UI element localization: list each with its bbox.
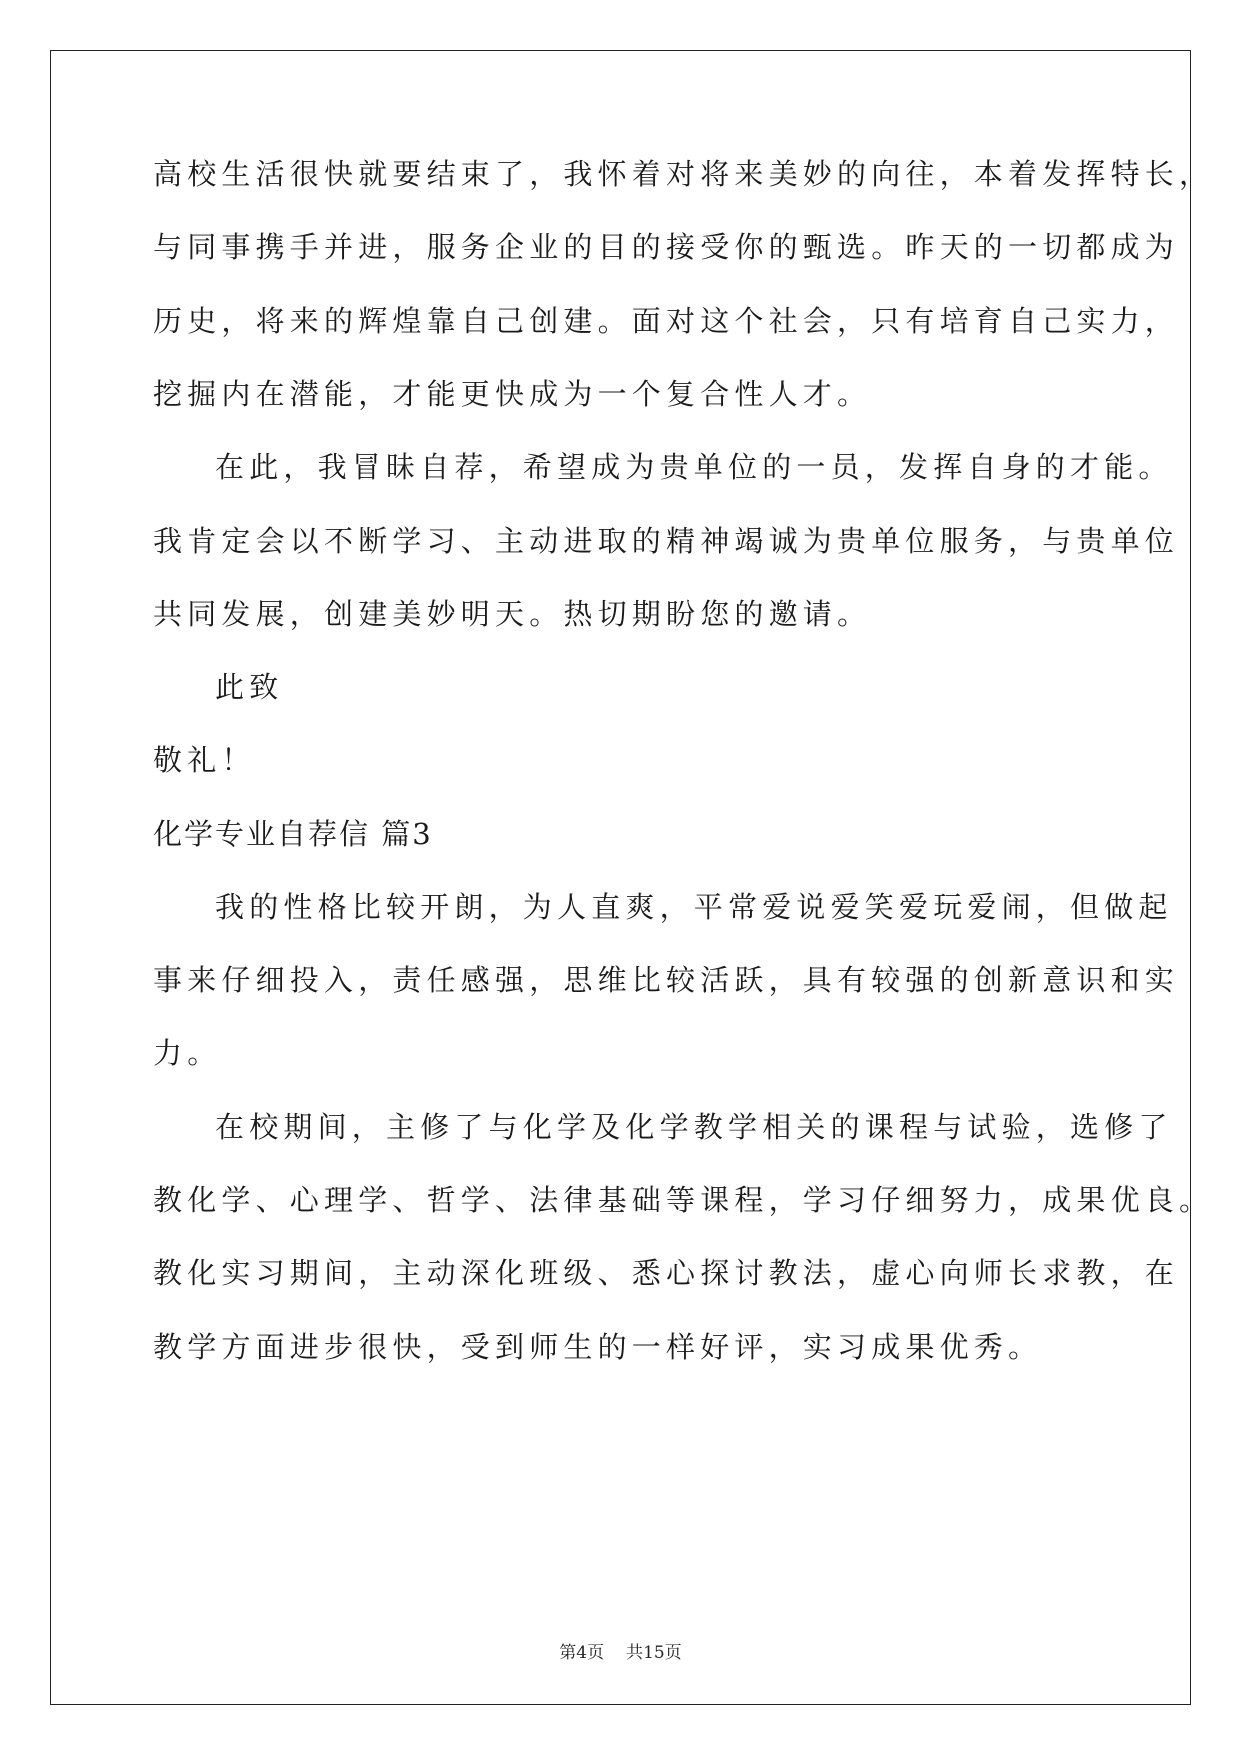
body-line: 事来仔细投入，责任感强，思维比较活跃，具有较强的创新意识和实	[153, 963, 1180, 997]
body-line: 高校生活很快就要结束了，我怀着对将来美妙的向往，本着发挥特长，	[153, 157, 1214, 191]
page-frame	[50, 50, 1191, 1705]
page-total: 共15页	[626, 1643, 682, 1663]
body-line: 与同事携手并进，服务企业的目的接受你的甄选。昨天的一切都成为	[153, 230, 1180, 264]
section-heading: 化学专业自荐信 篇3	[153, 817, 433, 851]
body-line: 历史，将来的辉煌靠自己创建。面对这个社会，只有培育自己实力，	[153, 304, 1180, 338]
body-line: 在校期间，主修了与化学及化学教学相关的课程与试验，选修了	[215, 1110, 1173, 1144]
body-line: 教学方面进步很快，受到师生的一样好评，实习成果优秀。	[153, 1330, 1043, 1364]
body-line: 在此，我冒昧自荐，希望成为贵单位的一员，发挥自身的才能。	[215, 450, 1173, 484]
page-number: 第4页	[559, 1643, 605, 1663]
closing-line: 敬礼！	[153, 743, 256, 777]
body-line: 我的性格比较开朗，为人直爽，平常爱说爱笑爱玩爱闹，但做起	[215, 890, 1173, 924]
salutation-line: 此致	[215, 670, 284, 704]
body-line: 我肯定会以不断学习、主动进取的精神竭诚为贵单位服务，与贵单位	[153, 524, 1180, 558]
body-line: 共同发展，创建美妙明天。热切期盼您的邀请。	[153, 597, 872, 631]
body-line: 力。	[153, 1036, 222, 1070]
page-footer	[0, 1638, 1241, 1663]
body-line: 挖掘内在潜能，才能更快成为一个复合性人才。	[153, 377, 872, 411]
body-line: 教化实习期间，主动深化班级、悉心探讨教法，虚心向师长求教，在	[153, 1256, 1180, 1290]
body-line: 教化学、心理学、哲学、法律基础等课程，学习仔细努力，成果优良。	[153, 1183, 1214, 1217]
